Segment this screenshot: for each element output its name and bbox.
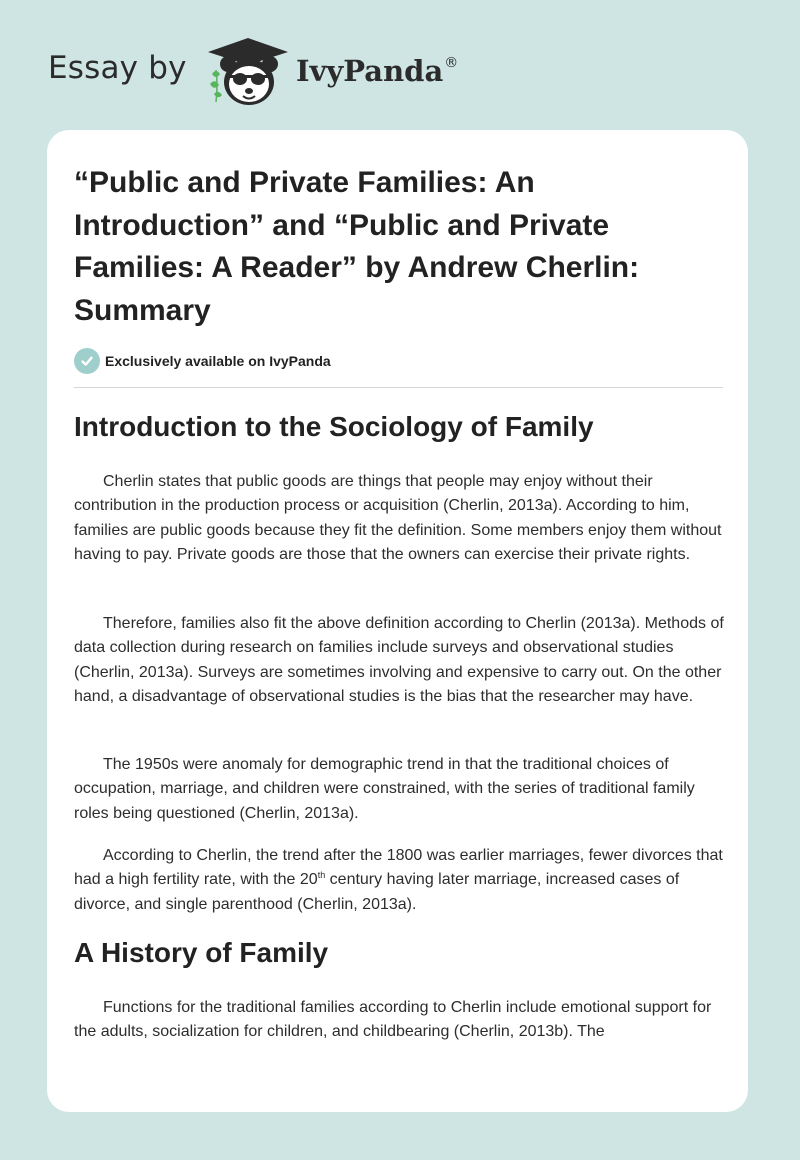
section-heading: Introduction to the Sociology of Family: [74, 411, 594, 442]
brand-name: IvyPanda: [296, 54, 444, 88]
paragraph: [74, 844, 724, 917]
paragraph: Functions for the traditional families according to Cherlin include emotional support for the adults, socialization for children, and childbearing (Cherlin, 2013b). The: [74, 999, 712, 1041]
superscript: th: [317, 870, 326, 881]
panda-graduate-icon[interactable]: [200, 34, 296, 110]
title-divider: [74, 387, 723, 388]
exclusive-badge: [74, 348, 331, 374]
exclusive-badge-label: Exclusively available on IvyPanda: [105, 353, 331, 369]
paragraph: Therefore, families also fit the above definition according to Cherlin (2013a). Methods of data collection during research on families include surveys and observational studies (Cherlin, 2013a). Surveys are sometimes involving and expensive to carry out. On the other hand, a disadvantage of observational studies is the bias that the researcher may have.: [74, 615, 724, 705]
registered-mark: ®: [444, 55, 459, 71]
paragraph-text: According to Cherlin, the trend after the 1800 was earlier marriages, fewer divorces that had a high fertility rate, with the 20: [74, 847, 723, 889]
essay-by-label: Essay by: [48, 50, 187, 86]
paragraph: The 1950s were anomaly for demographic trend in that the traditional choices of occupation, marriage, and children were constrained, with the series of traditional family roles being questioned (Cherlin, 2013a).: [74, 756, 695, 822]
article-card: [47, 130, 748, 1112]
site-header: [0, 0, 800, 130]
paragraph: Cherlin states that public goods are things that people may enjoy without their contribution in the production process or acquisition (Cherlin, 2013a). According to him, families are public goods because they fit the definition. Some members enjoy them without having to pay. Private goods are those that the owners can exercise their private rights.: [74, 473, 722, 563]
page-title: “Public and Private Families: An Introduction” and “Public and Private Families: A Reader” by Andrew Cherlin: Summary: [74, 166, 640, 327]
paragraph-text: century having later marriage, increased cases of divorce, and single parenthood (Cherlin, 2013a).: [74, 871, 680, 913]
check-circle-icon: [74, 348, 100, 374]
brand-logo-text[interactable]: [296, 54, 458, 88]
section-heading: A History of Family: [74, 937, 329, 968]
